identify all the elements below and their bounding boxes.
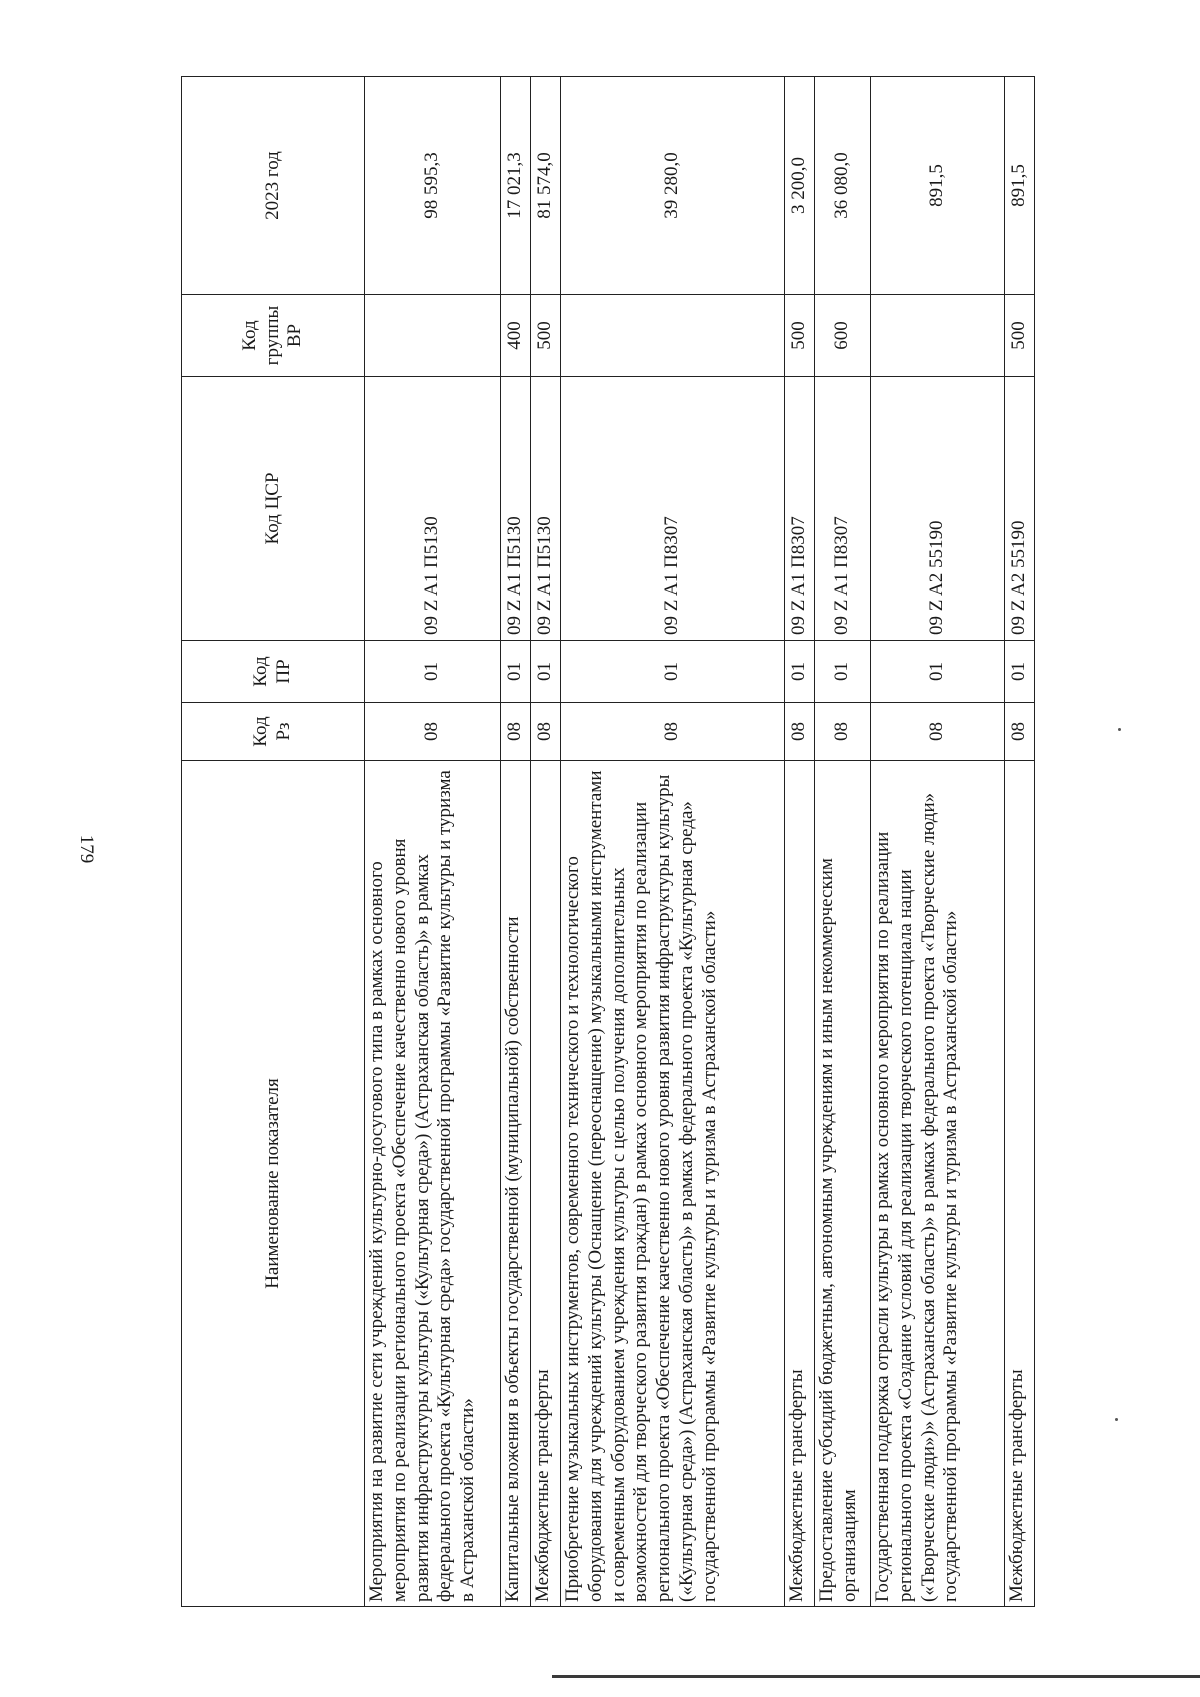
header-csr: Код ЦСР [182,377,365,641]
header-pr: Код ПР [182,641,365,703]
table-row [815,77,871,1607]
row-csr: 09 Z A1 П8307 [785,377,815,641]
row-name: Межбюджетные трансферты [1005,761,1035,1607]
row-name: Предоставление субсидий бюджетным, автономным учреждениям и иным некоммерческим организациям [815,761,871,1607]
table-row [365,77,501,1607]
row-vr: 500 [1005,295,1035,377]
row-name: Приобретение музыкальных инструментов, современного технического и технологического оборудования для учреждений культуры (Оснащение (переоснащение) музыкальными инструментами и современным оборудованием учреждения культуры с целью получения дополнительных возможностей для творческого развития граждан) в рамках основного мероприятия по реализации регионального проекта «Обеспечение качественно нового уровня развития инфраструктуры культуры («Культурная среда») (Астраханская область)» в рамках федерального проекта «Культурная среда» государственной программы «Развитие культуры и туризма в Астраханской области» [561,761,785,1607]
row-csr: 09 Z A1 П8307 [815,377,871,641]
row-rz: 08 [815,703,871,761]
row-vr [561,295,785,377]
row-amount: 17 021,3 [501,77,531,295]
row-vr [365,295,501,377]
row-pr: 01 [815,641,871,703]
row-rz: 08 [531,703,561,761]
table-row [1005,77,1035,1607]
row-amount: 81 574,0 [531,77,561,295]
scan-speck [1115,1418,1118,1421]
row-pr: 01 [365,641,501,703]
header-year: 2023 год [182,77,365,295]
row-vr: 500 [785,295,815,377]
row-amount: 39 280,0 [561,77,785,295]
row-amount: 98 595,3 [365,77,501,295]
budget-table [181,76,1035,1607]
scan-speck [1118,728,1121,731]
table-row [871,77,1005,1607]
row-rz: 08 [785,703,815,761]
page-number: 179 [76,834,97,864]
scan-edge-line [552,1675,1200,1678]
row-vr: 500 [531,295,561,377]
row-csr: 09 Z A1 П5130 [531,377,561,641]
row-rz: 08 [561,703,785,761]
row-amount: 36 080,0 [815,77,871,295]
row-amount: 3 200,0 [785,77,815,295]
table-header-row [182,77,365,1607]
header-name: Наименование показателя [182,761,365,1607]
row-vr: 600 [815,295,871,377]
header-rz: Код Рз [182,703,365,761]
row-csr: 09 Z A1 П5130 [365,377,501,641]
row-csr: 09 Z A1 П5130 [501,377,531,641]
row-name: Мероприятия на развитие сети учреждений культурно-досугового типа в рамках основного мероприятия по реализации регионального проекта «Обеспечение качественно нового уровня развития инфраструктуры культуры («Культурная среда») (Астраханская область)» в рамках федерального проекта «Культурная среда» государственной программы «Развитие культуры и туризма в Астраханской области» [365,761,501,1607]
table-row [531,77,561,1607]
row-rz: 08 [1005,703,1035,761]
row-pr: 01 [1005,641,1035,703]
row-csr: 09 Z A1 П8307 [561,377,785,641]
row-pr: 01 [501,641,531,703]
table-row [501,77,531,1607]
row-rz: 08 [501,703,531,761]
row-rz: 08 [365,703,501,761]
rotated-table-wrapper [181,77,1030,1607]
row-csr: 09 Z A2 55190 [1005,377,1035,641]
row-amount: 891,5 [871,77,1005,295]
row-vr: 400 [501,295,531,377]
row-pr: 01 [531,641,561,703]
header-vr: Код группы ВР [182,295,365,377]
row-rz: 08 [871,703,1005,761]
row-amount: 891,5 [1005,77,1035,295]
row-csr: 09 Z A2 55190 [871,377,1005,641]
row-vr [871,295,1005,377]
row-pr: 01 [561,641,785,703]
row-name: Межбюджетные трансферты [531,761,561,1607]
table-row [785,77,815,1607]
row-pr: 01 [785,641,815,703]
row-name: Капитальные вложения в объекты государственной (муниципальной) собственности [501,761,531,1607]
row-name: Межбюджетные трансферты [785,761,815,1607]
row-name: Государственная поддержка отрасли культуры в рамках основного мероприятия по реализации регионального проекта «Создание условий для реализации творческого потенциала нации («Творческие люди»)» (Астраханская область)» в рамках федерального проекта «Творческие люди» государственной программы «Развитие культуры и туризма в Астраханской области» [871,761,1005,1607]
row-pr: 01 [871,641,1005,703]
table-row [561,77,785,1607]
